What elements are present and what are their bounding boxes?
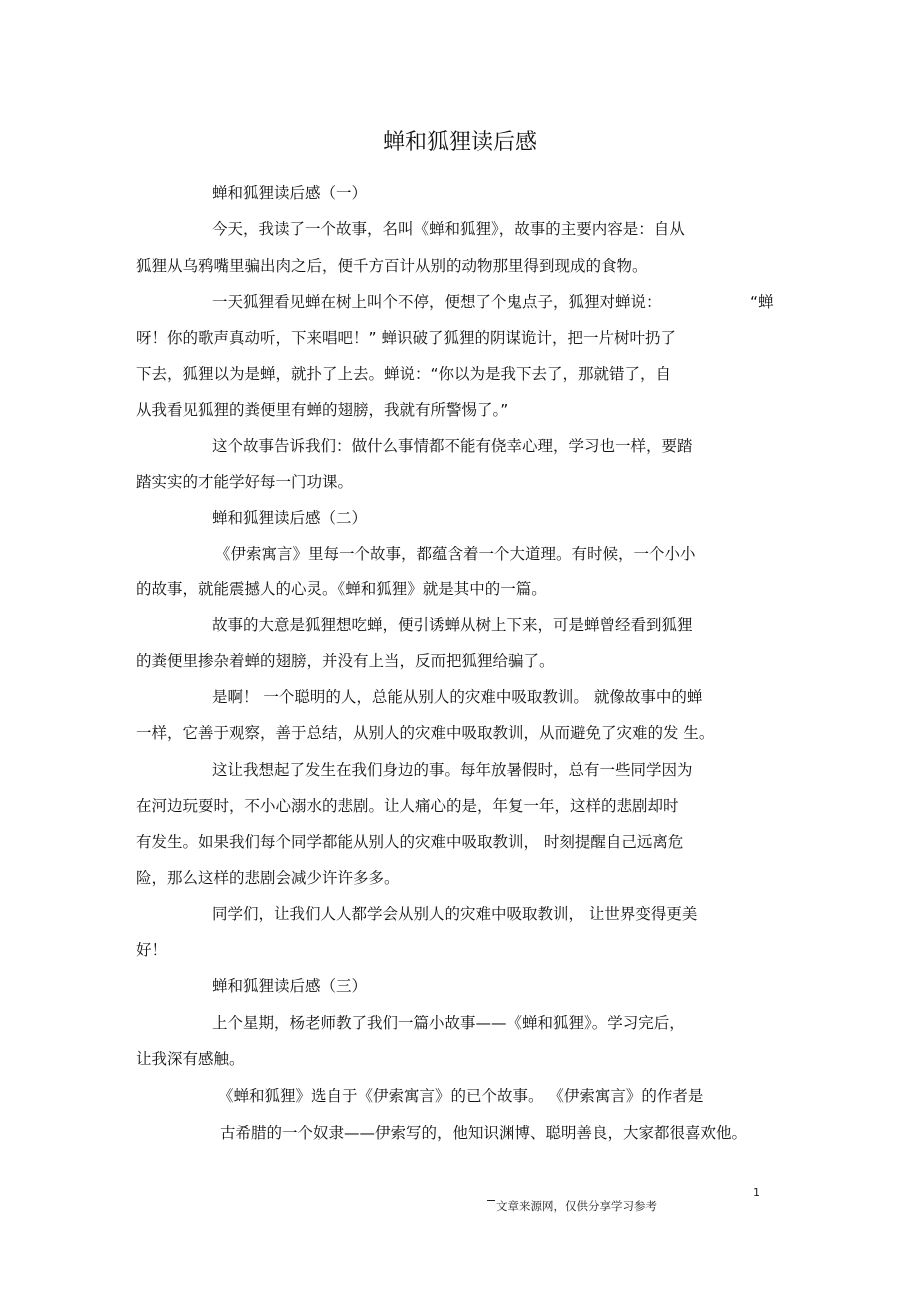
footer-mark [487,1200,495,1201]
paragraph-line: 的粪便里掺杂着蝉的翅膀，并没有上当，反而把狐狸给骗了。 [136,652,555,670]
paragraph-line: 一样，它善于观察，善于总结，从别人的灾难中吸取教训，从而避免了灾难的发 生。 [136,724,715,742]
paragraph-line: 有发生。如果我们每个同学都能从别人的灾难中吸取教训， 时刻提醒自己远离危 [136,833,684,851]
paragraph-line: 《伊索寓言》里每一个故事，都蕴含着一个大道理。有时候，一个小小 [215,545,696,563]
paragraph-line: 《蝉和狐狸》选自于《伊索寓言》的已个故事。 《伊索寓言》的作者是 [218,1087,704,1105]
section-heading-2: 蝉和狐狸读后感（二） [212,509,368,527]
footer-note [487,1198,657,1214]
paragraph-line: 同学们，让我们人人都学会从别人的灾难中吸取教训， 让世界变得更美 [212,905,698,923]
paragraph-line: 好！ [136,941,168,959]
paragraph-line: 上个星期，杨老师教了我们一篇小故事——《蝉和狐狸》。学习完后， [212,1014,685,1032]
section-heading-1: 蝉和狐狸读后感（一） [212,184,368,202]
paragraph-line: 呀！你的歌声真动听，下来唱吧！” 蝉识破了狐狸的阴谋诡计，把一片树叶扔了 [136,329,676,347]
paragraph-line: 这个故事告诉我们：做什么事情都不能有侥幸心理，学习也一样，要踏 [212,437,693,455]
paragraph-line: 让我深有感触。 [136,1050,245,1068]
paragraph-line: 这让我想起了发生在我们身边的事。每年放暑假时，总有一些同学因为 [212,761,693,779]
paragraph-line: 是啊！ 一个聪明的人，总能从别人的灾难中吸取教训。 就像故事中的蝉 [212,688,703,706]
paragraph-line: 险，那么这样的悲剧会减少许许多多。 [136,869,400,887]
document-title: 蝉和狐狸读后感 [382,130,537,155]
paragraph-line: 一天狐狸看见蝉在树上叫个不停，便想了个鬼点子，狐狸对蝉说： [212,293,662,311]
paragraph-line: 的故事，就能震撼人的心灵。《蝉和狐狸》就是其中的一篇。 [136,580,547,598]
paragraph-line: 今天，我读了一个故事，名叫《蝉和狐狸》，故事的主要内容是：自从 [212,220,685,238]
paragraph-line: 踏实实的才能学好每一门功课。 [136,473,354,491]
paragraph-line: 古希腊的一个奴隶——伊索写的，他知识渊博、聪明善良，大家都很喜欢他。 [220,1124,748,1142]
section-heading-3: 蝉和狐狸读后感（三） [212,977,368,995]
paragraph-line: 在河边玩耍时，不小心溺水的悲剧。让人痛心的是，年复一年，这样的悲剧却时 [136,797,679,815]
paragraph-line: 下去，狐狸以为是蝉，就扑了上去。蝉说：“你以为是我下去了，那就错了，自 [136,365,672,383]
paragraph-line: “蝉 [750,293,774,311]
paragraph-line: 狐狸从乌鸦嘴里骗出肉之后，便千方百计从别的动物那里得到现成的食物。 [136,257,648,275]
paragraph-line: 从我看见狐狸的粪便里有蝉的翅膀，我就有所警惕了。” [136,401,509,419]
footer-text: 文章来源网，仅供分享学习参考 [496,1199,657,1213]
page-number: 1 [753,1186,760,1199]
paragraph-line: 故事的大意是狐狸想吃蝉，便引诱蝉从树上下来，可是蝉曾经看到狐狸 [212,616,693,634]
